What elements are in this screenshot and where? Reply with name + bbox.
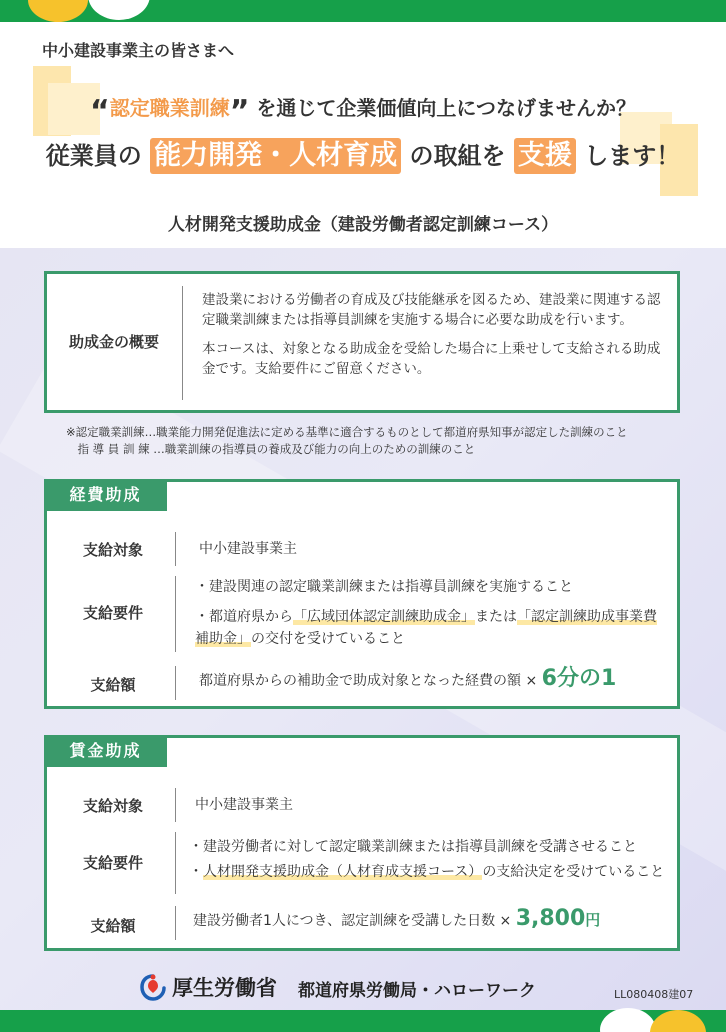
headline2-pill-development: 能力開発・人材育成 — [150, 138, 401, 174]
headline-rest: を通じて企業価値向上につなげませんか？ — [256, 96, 636, 120]
highlighted-grant-name: 人材開発支援助成金（人材育成支援コース） — [203, 864, 483, 880]
divider — [175, 666, 176, 700]
footer — [0, 966, 726, 1010]
target-value: 中小建設事業主 — [199, 541, 297, 557]
overview-text — [202, 290, 672, 379]
audience-heading: 中小建設事業主の皆さまへ — [42, 41, 235, 60]
section-title: 賃金助成 — [44, 735, 167, 767]
requirements-list — [195, 576, 665, 650]
amount-row — [199, 668, 616, 692]
requirement-item — [195, 606, 665, 650]
divider — [175, 532, 176, 566]
requirement-text: の交付を受けていること — [251, 631, 405, 647]
definition-notes — [66, 424, 686, 458]
headline2-part1: 従業員の — [45, 142, 142, 170]
headline-secondary — [0, 136, 726, 174]
headline2-part3: します！ — [584, 142, 681, 170]
amount-text: 建設労働者1人につき、認定訓練を受講した日数 × — [193, 913, 512, 929]
close-quote: ” — [229, 94, 250, 129]
amount-text: 都道府県からの補助金で助成対象となった経費の額 × — [199, 673, 538, 689]
target-label: 支給対象 — [82, 797, 143, 815]
amount-row — [193, 908, 600, 932]
requirements-list — [189, 836, 669, 883]
target-value: 中小建設事業主 — [195, 797, 293, 813]
page-subtitle: 人材開発支援助成金（建設労働者認定訓練コース） — [167, 215, 559, 235]
requirements-label: 支給要件 — [82, 854, 143, 872]
amount-value: 6分の1 — [541, 666, 617, 691]
expense-subsidy-section — [44, 479, 680, 709]
offices-name: 都道府県労働局・ハローワーク — [298, 981, 536, 1001]
highlighted-grant-name: 「認定訓練助成事業費 — [517, 609, 657, 625]
requirement-text: ・ — [189, 864, 203, 880]
amount-label: 支給額 — [90, 917, 136, 935]
overview-paragraph: 建設業における労働者の育成及び技能継承を図るため、建設業に関連する認定職業訓練または指導員訓練を実施する場合に必要な助成を行います。 — [202, 292, 661, 328]
open-quote: “ — [89, 94, 110, 129]
amount-unit: 円 — [585, 911, 601, 929]
divider — [175, 906, 176, 940]
target-label: 支給対象 — [82, 541, 143, 559]
requirement-text: の支給決定を受けていること — [482, 864, 665, 880]
overview-label: 助成金の概要 — [69, 333, 160, 351]
amount-label: 支給額 — [90, 676, 136, 694]
ministry-logo-icon — [138, 972, 168, 1002]
section-title: 経費助成 — [44, 479, 167, 511]
note-line: ※認定職業訓練…職業能力開発促進法に定める基準に適合するものとして都道府県知事が認定した訓練のこと — [66, 425, 628, 439]
divider — [175, 832, 176, 894]
amount-value — [516, 906, 601, 931]
requirement-item: ・建設関連の認定職業訓練または指導員訓練を実施すること — [195, 579, 573, 595]
headline-highlight: 認定職業訓練 — [109, 96, 230, 120]
divider — [175, 788, 176, 822]
note-line: 指 導 員 訓 練 …職業訓練の指導員の養成及び能力の向上のための訓練のこと — [66, 442, 476, 456]
requirement-item: ・建設労働者に対して認定職業訓練または指導員訓練を受講させること — [189, 839, 637, 855]
requirement-item — [189, 861, 669, 883]
headline-primary — [0, 92, 726, 129]
divider — [182, 286, 183, 400]
divider — [175, 576, 176, 652]
headline2-pill-support: 支援 — [514, 138, 576, 174]
ministry-name: 厚生労働省 — [172, 976, 277, 1000]
requirement-text: または — [475, 609, 517, 625]
highlighted-grant-name: 「広域団体認定訓練助成金」 — [293, 609, 475, 625]
wage-subsidy-section — [44, 735, 680, 951]
headline2-part2: の取組を — [409, 142, 506, 170]
document-code: LL080408建07 — [614, 988, 694, 1001]
requirements-label: 支給要件 — [82, 604, 143, 622]
overview-box — [44, 271, 680, 413]
requirement-text: ・都道府県から — [195, 609, 293, 625]
amount-number: 3,800 — [515, 906, 586, 931]
highlighted-grant-name: 補助金」 — [195, 631, 251, 647]
overview-paragraph: 本コースは、対象となる助成金を受給した場合に上乗せして支給される助成金です。支給要件にご留意ください。 — [202, 341, 661, 377]
